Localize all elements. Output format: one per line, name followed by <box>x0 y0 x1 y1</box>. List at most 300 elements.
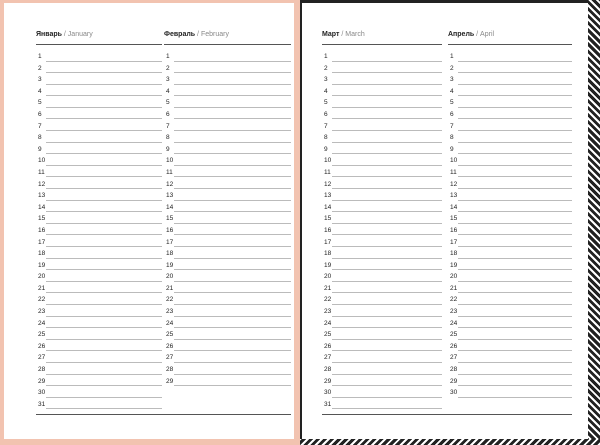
day-row[interactable] <box>36 168 162 180</box>
month-heading-rule <box>322 44 442 45</box>
day-row[interactable] <box>448 342 572 354</box>
day-row[interactable] <box>448 365 572 377</box>
day-row[interactable] <box>448 191 572 203</box>
day-row[interactable] <box>448 226 572 238</box>
day-row[interactable] <box>36 319 162 331</box>
day-row[interactable] <box>164 249 291 261</box>
writing-line[interactable] <box>46 408 162 409</box>
day-row[interactable] <box>36 342 162 354</box>
writing-line[interactable] <box>174 118 291 119</box>
writing-line[interactable] <box>332 72 442 73</box>
day-row[interactable] <box>322 87 442 99</box>
day-row[interactable] <box>36 75 162 87</box>
writing-line[interactable] <box>174 327 291 328</box>
writing-line[interactable] <box>46 246 162 247</box>
day-row[interactable] <box>448 64 572 76</box>
writing-line[interactable] <box>46 281 162 282</box>
writing-line[interactable] <box>332 385 442 386</box>
writing-line[interactable] <box>458 176 572 177</box>
writing-line[interactable] <box>458 234 572 235</box>
writing-line[interactable] <box>458 118 572 119</box>
day-row[interactable] <box>322 365 442 377</box>
writing-line[interactable] <box>174 304 291 305</box>
writing-line[interactable] <box>458 153 572 154</box>
day-number: 5 <box>166 99 170 107</box>
month-name-en: April <box>480 31 495 38</box>
day-row[interactable] <box>164 122 291 134</box>
writing-line[interactable] <box>332 397 442 398</box>
day-row[interactable] <box>36 377 162 389</box>
day-row[interactable] <box>448 133 572 145</box>
writing-line[interactable] <box>174 339 291 340</box>
day-row[interactable] <box>36 272 162 284</box>
writing-line[interactable] <box>332 165 442 166</box>
day-row[interactable] <box>448 249 572 261</box>
day-row[interactable] <box>448 272 572 284</box>
day-row[interactable] <box>36 145 162 157</box>
day-row[interactable] <box>448 319 572 331</box>
writing-line[interactable] <box>174 246 291 247</box>
day-row[interactable] <box>322 75 442 87</box>
day-row[interactable] <box>36 191 162 203</box>
day-row[interactable] <box>448 145 572 157</box>
day-number: 8 <box>450 134 454 142</box>
day-row[interactable] <box>448 214 572 226</box>
day-row[interactable] <box>322 377 442 389</box>
day-row[interactable] <box>36 400 162 412</box>
day-row[interactable] <box>164 365 291 377</box>
writing-line[interactable] <box>458 72 572 73</box>
day-number: 15 <box>38 215 46 223</box>
writing-line[interactable] <box>458 397 572 398</box>
writing-line[interactable] <box>458 350 572 351</box>
writing-line[interactable] <box>332 408 442 409</box>
day-row[interactable] <box>164 145 291 157</box>
day-row[interactable] <box>448 52 572 64</box>
day-row[interactable] <box>164 353 291 365</box>
writing-line[interactable] <box>46 107 162 108</box>
day-row[interactable] <box>36 110 162 122</box>
day-number: 31 <box>324 400 332 408</box>
day-number: 7 <box>324 122 328 130</box>
day-number: 31 <box>38 400 46 408</box>
writing-line[interactable] <box>332 61 442 62</box>
day-row[interactable] <box>36 214 162 226</box>
writing-line[interactable] <box>46 84 162 85</box>
writing-line[interactable] <box>174 84 291 85</box>
day-row[interactable] <box>322 180 442 192</box>
day-row[interactable] <box>164 203 291 215</box>
day-number: 10 <box>38 157 46 165</box>
writing-line[interactable] <box>332 200 442 201</box>
writing-line[interactable] <box>174 281 291 282</box>
day-number: 14 <box>38 203 46 211</box>
day-number: 20 <box>450 273 458 281</box>
day-row[interactable] <box>164 168 291 180</box>
writing-line[interactable] <box>174 142 291 143</box>
writing-line[interactable] <box>332 130 442 131</box>
day-row[interactable] <box>164 261 291 273</box>
writing-line[interactable] <box>46 165 162 166</box>
day-row[interactable] <box>322 330 442 342</box>
day-row[interactable] <box>448 377 572 389</box>
day-row[interactable] <box>164 226 291 238</box>
writing-line[interactable] <box>46 350 162 351</box>
writing-line[interactable] <box>458 84 572 85</box>
day-row[interactable] <box>36 307 162 319</box>
day-row[interactable] <box>164 52 291 64</box>
day-row[interactable] <box>164 87 291 99</box>
day-row[interactable] <box>36 133 162 145</box>
day-number: 26 <box>324 342 332 350</box>
writing-line[interactable] <box>174 385 291 386</box>
writing-line[interactable] <box>174 350 291 351</box>
day-row[interactable] <box>36 353 162 365</box>
day-number: 7 <box>450 122 454 130</box>
writing-line[interactable] <box>332 374 442 375</box>
writing-line[interactable] <box>174 234 291 235</box>
day-row[interactable] <box>164 319 291 331</box>
day-row[interactable] <box>164 342 291 354</box>
writing-line[interactable] <box>458 165 572 166</box>
writing-line[interactable] <box>174 95 291 96</box>
day-row[interactable] <box>322 353 442 365</box>
writing-line[interactable] <box>46 61 162 62</box>
writing-line[interactable] <box>46 304 162 305</box>
day-number: 6 <box>450 110 454 118</box>
day-number: 8 <box>324 134 328 142</box>
day-number: 27 <box>324 354 332 362</box>
day-row[interactable] <box>448 98 572 110</box>
writing-line[interactable] <box>174 223 291 224</box>
day-row[interactable] <box>322 156 442 168</box>
writing-line[interactable] <box>174 374 291 375</box>
writing-line[interactable] <box>46 142 162 143</box>
day-row[interactable] <box>448 261 572 273</box>
day-row[interactable] <box>448 388 572 400</box>
day-row[interactable] <box>164 272 291 284</box>
day-row[interactable] <box>36 249 162 261</box>
day-row[interactable] <box>448 180 572 192</box>
day-row[interactable] <box>36 98 162 110</box>
writing-line[interactable] <box>458 374 572 375</box>
writing-line[interactable] <box>174 269 291 270</box>
writing-line[interactable] <box>46 292 162 293</box>
day-row[interactable] <box>322 64 442 76</box>
day-number: 16 <box>324 226 332 234</box>
writing-line[interactable] <box>458 258 572 259</box>
day-row[interactable] <box>448 75 572 87</box>
writing-line[interactable] <box>46 234 162 235</box>
day-row[interactable] <box>448 353 572 365</box>
day-row[interactable] <box>322 238 442 250</box>
day-number: 11 <box>38 168 45 176</box>
day-number: 14 <box>166 203 174 211</box>
writing-line[interactable] <box>174 72 291 73</box>
writing-line[interactable] <box>46 95 162 96</box>
writing-line[interactable] <box>46 118 162 119</box>
day-row[interactable] <box>36 365 162 377</box>
writing-line[interactable] <box>174 211 291 212</box>
writing-line[interactable] <box>46 269 162 270</box>
writing-line[interactable] <box>332 350 442 351</box>
day-row[interactable] <box>164 191 291 203</box>
writing-line[interactable] <box>458 142 572 143</box>
writing-line[interactable] <box>332 211 442 212</box>
day-row[interactable] <box>322 295 442 307</box>
day-number: 30 <box>450 389 458 397</box>
day-number: 30 <box>324 389 332 397</box>
writing-line[interactable] <box>332 95 442 96</box>
day-number: 24 <box>166 319 174 327</box>
writing-line[interactable] <box>458 95 572 96</box>
day-number: 28 <box>450 366 458 374</box>
day-row[interactable] <box>36 122 162 134</box>
writing-line[interactable] <box>46 176 162 177</box>
day-row[interactable] <box>322 319 442 331</box>
day-row[interactable] <box>36 64 162 76</box>
page-right <box>302 3 588 439</box>
writing-line[interactable] <box>46 374 162 375</box>
writing-line[interactable] <box>458 211 572 212</box>
writing-line[interactable] <box>174 176 291 177</box>
day-number: 22 <box>450 296 458 304</box>
day-row[interactable] <box>322 307 442 319</box>
day-row[interactable] <box>322 110 442 122</box>
day-number: 25 <box>166 331 174 339</box>
writing-line[interactable] <box>46 153 162 154</box>
writing-line[interactable] <box>332 176 442 177</box>
day-row[interactable] <box>322 284 442 296</box>
writing-line[interactable] <box>458 292 572 293</box>
day-row[interactable] <box>448 284 572 296</box>
day-number: 13 <box>450 192 458 200</box>
day-number: 21 <box>166 284 174 292</box>
writing-line[interactable] <box>332 339 442 340</box>
day-row[interactable] <box>36 284 162 296</box>
day-row[interactable] <box>448 87 572 99</box>
cover-pattern-edge <box>588 0 600 445</box>
day-row[interactable] <box>322 122 442 134</box>
day-row[interactable] <box>322 52 442 64</box>
writing-line[interactable] <box>458 200 572 201</box>
day-row[interactable] <box>36 180 162 192</box>
writing-line[interactable] <box>332 246 442 247</box>
writing-line[interactable] <box>332 281 442 282</box>
day-row[interactable] <box>322 249 442 261</box>
day-row[interactable] <box>36 52 162 64</box>
writing-line[interactable] <box>174 200 291 201</box>
day-row[interactable] <box>322 133 442 145</box>
writing-line[interactable] <box>458 281 572 282</box>
writing-line[interactable] <box>174 61 291 62</box>
writing-line[interactable] <box>332 107 442 108</box>
day-row[interactable] <box>164 295 291 307</box>
day-number: 11 <box>166 168 173 176</box>
day-row[interactable] <box>448 168 572 180</box>
day-row[interactable] <box>448 307 572 319</box>
month-heading-february <box>164 31 229 38</box>
writing-line[interactable] <box>332 223 442 224</box>
day-row[interactable] <box>448 203 572 215</box>
day-row[interactable] <box>322 191 442 203</box>
day-row[interactable] <box>164 377 291 389</box>
day-number: 12 <box>450 180 458 188</box>
writing-line[interactable] <box>332 84 442 85</box>
day-row[interactable] <box>322 203 442 215</box>
day-row[interactable] <box>36 203 162 215</box>
day-row[interactable] <box>36 226 162 238</box>
day-row[interactable] <box>36 156 162 168</box>
day-number: 17 <box>166 238 174 246</box>
writing-line[interactable] <box>46 188 162 189</box>
day-row[interactable] <box>164 156 291 168</box>
writing-line[interactable] <box>332 142 442 143</box>
day-number: 4 <box>38 87 42 95</box>
writing-line[interactable] <box>332 362 442 363</box>
writing-line[interactable] <box>46 385 162 386</box>
writing-line[interactable] <box>332 234 442 235</box>
writing-line[interactable] <box>174 165 291 166</box>
day-row[interactable] <box>164 307 291 319</box>
day-row[interactable] <box>322 342 442 354</box>
day-row[interactable] <box>164 180 291 192</box>
day-number: 28 <box>166 366 174 374</box>
day-number: 14 <box>324 203 332 211</box>
day-number: 16 <box>166 226 174 234</box>
writing-line[interactable] <box>332 258 442 259</box>
writing-line[interactable] <box>46 327 162 328</box>
day-row[interactable] <box>322 168 442 180</box>
day-row[interactable] <box>448 330 572 342</box>
day-row[interactable] <box>164 75 291 87</box>
writing-line[interactable] <box>174 130 291 131</box>
writing-line[interactable] <box>46 397 162 398</box>
writing-line[interactable] <box>46 258 162 259</box>
writing-line[interactable] <box>458 339 572 340</box>
writing-line[interactable] <box>458 362 572 363</box>
day-number: 5 <box>450 99 454 107</box>
day-row[interactable] <box>322 400 442 412</box>
writing-line[interactable] <box>458 327 572 328</box>
day-number: 28 <box>324 366 332 374</box>
day-row[interactable] <box>164 214 291 226</box>
writing-line[interactable] <box>174 362 291 363</box>
day-number: 23 <box>324 308 332 316</box>
day-row[interactable] <box>448 156 572 168</box>
day-row[interactable] <box>36 261 162 273</box>
writing-line[interactable] <box>458 107 572 108</box>
day-row[interactable] <box>36 238 162 250</box>
writing-line[interactable] <box>332 327 442 328</box>
day-row[interactable] <box>36 87 162 99</box>
day-row[interactable] <box>448 110 572 122</box>
day-row[interactable] <box>164 133 291 145</box>
month-separator: / <box>61 31 68 38</box>
writing-line[interactable] <box>46 223 162 224</box>
day-number: 16 <box>450 226 458 234</box>
day-row[interactable] <box>164 98 291 110</box>
day-row[interactable] <box>322 226 442 238</box>
writing-line[interactable] <box>174 153 291 154</box>
day-row[interactable] <box>448 295 572 307</box>
day-row[interactable] <box>36 330 162 342</box>
day-row[interactable] <box>322 214 442 226</box>
day-number: 2 <box>38 64 42 72</box>
day-row[interactable] <box>448 238 572 250</box>
writing-line[interactable] <box>458 130 572 131</box>
day-number: 22 <box>38 296 46 304</box>
day-row[interactable] <box>322 145 442 157</box>
day-row[interactable] <box>448 122 572 134</box>
day-row[interactable] <box>36 388 162 400</box>
writing-line[interactable] <box>458 246 572 247</box>
writing-line[interactable] <box>458 385 572 386</box>
writing-line[interactable] <box>458 269 572 270</box>
day-number: 21 <box>38 284 46 292</box>
day-row[interactable] <box>164 110 291 122</box>
writing-line[interactable] <box>174 292 291 293</box>
day-row[interactable] <box>164 284 291 296</box>
writing-line[interactable] <box>46 211 162 212</box>
day-number: 6 <box>324 110 328 118</box>
writing-line[interactable] <box>458 223 572 224</box>
writing-line[interactable] <box>458 61 572 62</box>
writing-line[interactable] <box>332 316 442 317</box>
day-row[interactable] <box>322 261 442 273</box>
writing-line[interactable] <box>46 72 162 73</box>
writing-line[interactable] <box>458 304 572 305</box>
day-row[interactable] <box>164 64 291 76</box>
day-number: 17 <box>450 238 458 246</box>
writing-line[interactable] <box>174 258 291 259</box>
day-row[interactable] <box>322 272 442 284</box>
day-list <box>36 52 162 411</box>
day-number: 15 <box>450 215 458 223</box>
month-separator: / <box>474 31 481 38</box>
writing-line[interactable] <box>46 316 162 317</box>
writing-line[interactable] <box>174 107 291 108</box>
writing-line[interactable] <box>46 362 162 363</box>
writing-line[interactable] <box>332 292 442 293</box>
day-row[interactable] <box>322 98 442 110</box>
writing-line[interactable] <box>332 153 442 154</box>
day-row[interactable] <box>322 388 442 400</box>
writing-line[interactable] <box>332 269 442 270</box>
writing-line[interactable] <box>332 118 442 119</box>
day-number: 27 <box>166 354 174 362</box>
writing-line[interactable] <box>46 339 162 340</box>
writing-line[interactable] <box>332 188 442 189</box>
day-number: 2 <box>324 64 328 72</box>
writing-line[interactable] <box>46 200 162 201</box>
writing-line[interactable] <box>46 130 162 131</box>
writing-line[interactable] <box>174 188 291 189</box>
writing-line[interactable] <box>458 316 572 317</box>
writing-line[interactable] <box>174 316 291 317</box>
day-row[interactable] <box>36 295 162 307</box>
month-heading-march <box>322 31 365 38</box>
day-row[interactable] <box>164 238 291 250</box>
writing-line[interactable] <box>458 188 572 189</box>
day-row[interactable] <box>164 330 291 342</box>
page-left-bottom-rule <box>36 414 291 415</box>
writing-line[interactable] <box>332 304 442 305</box>
day-number: 19 <box>324 261 332 269</box>
day-number: 3 <box>324 76 328 84</box>
month-name-en: January <box>67 31 93 38</box>
day-number: 15 <box>166 215 174 223</box>
